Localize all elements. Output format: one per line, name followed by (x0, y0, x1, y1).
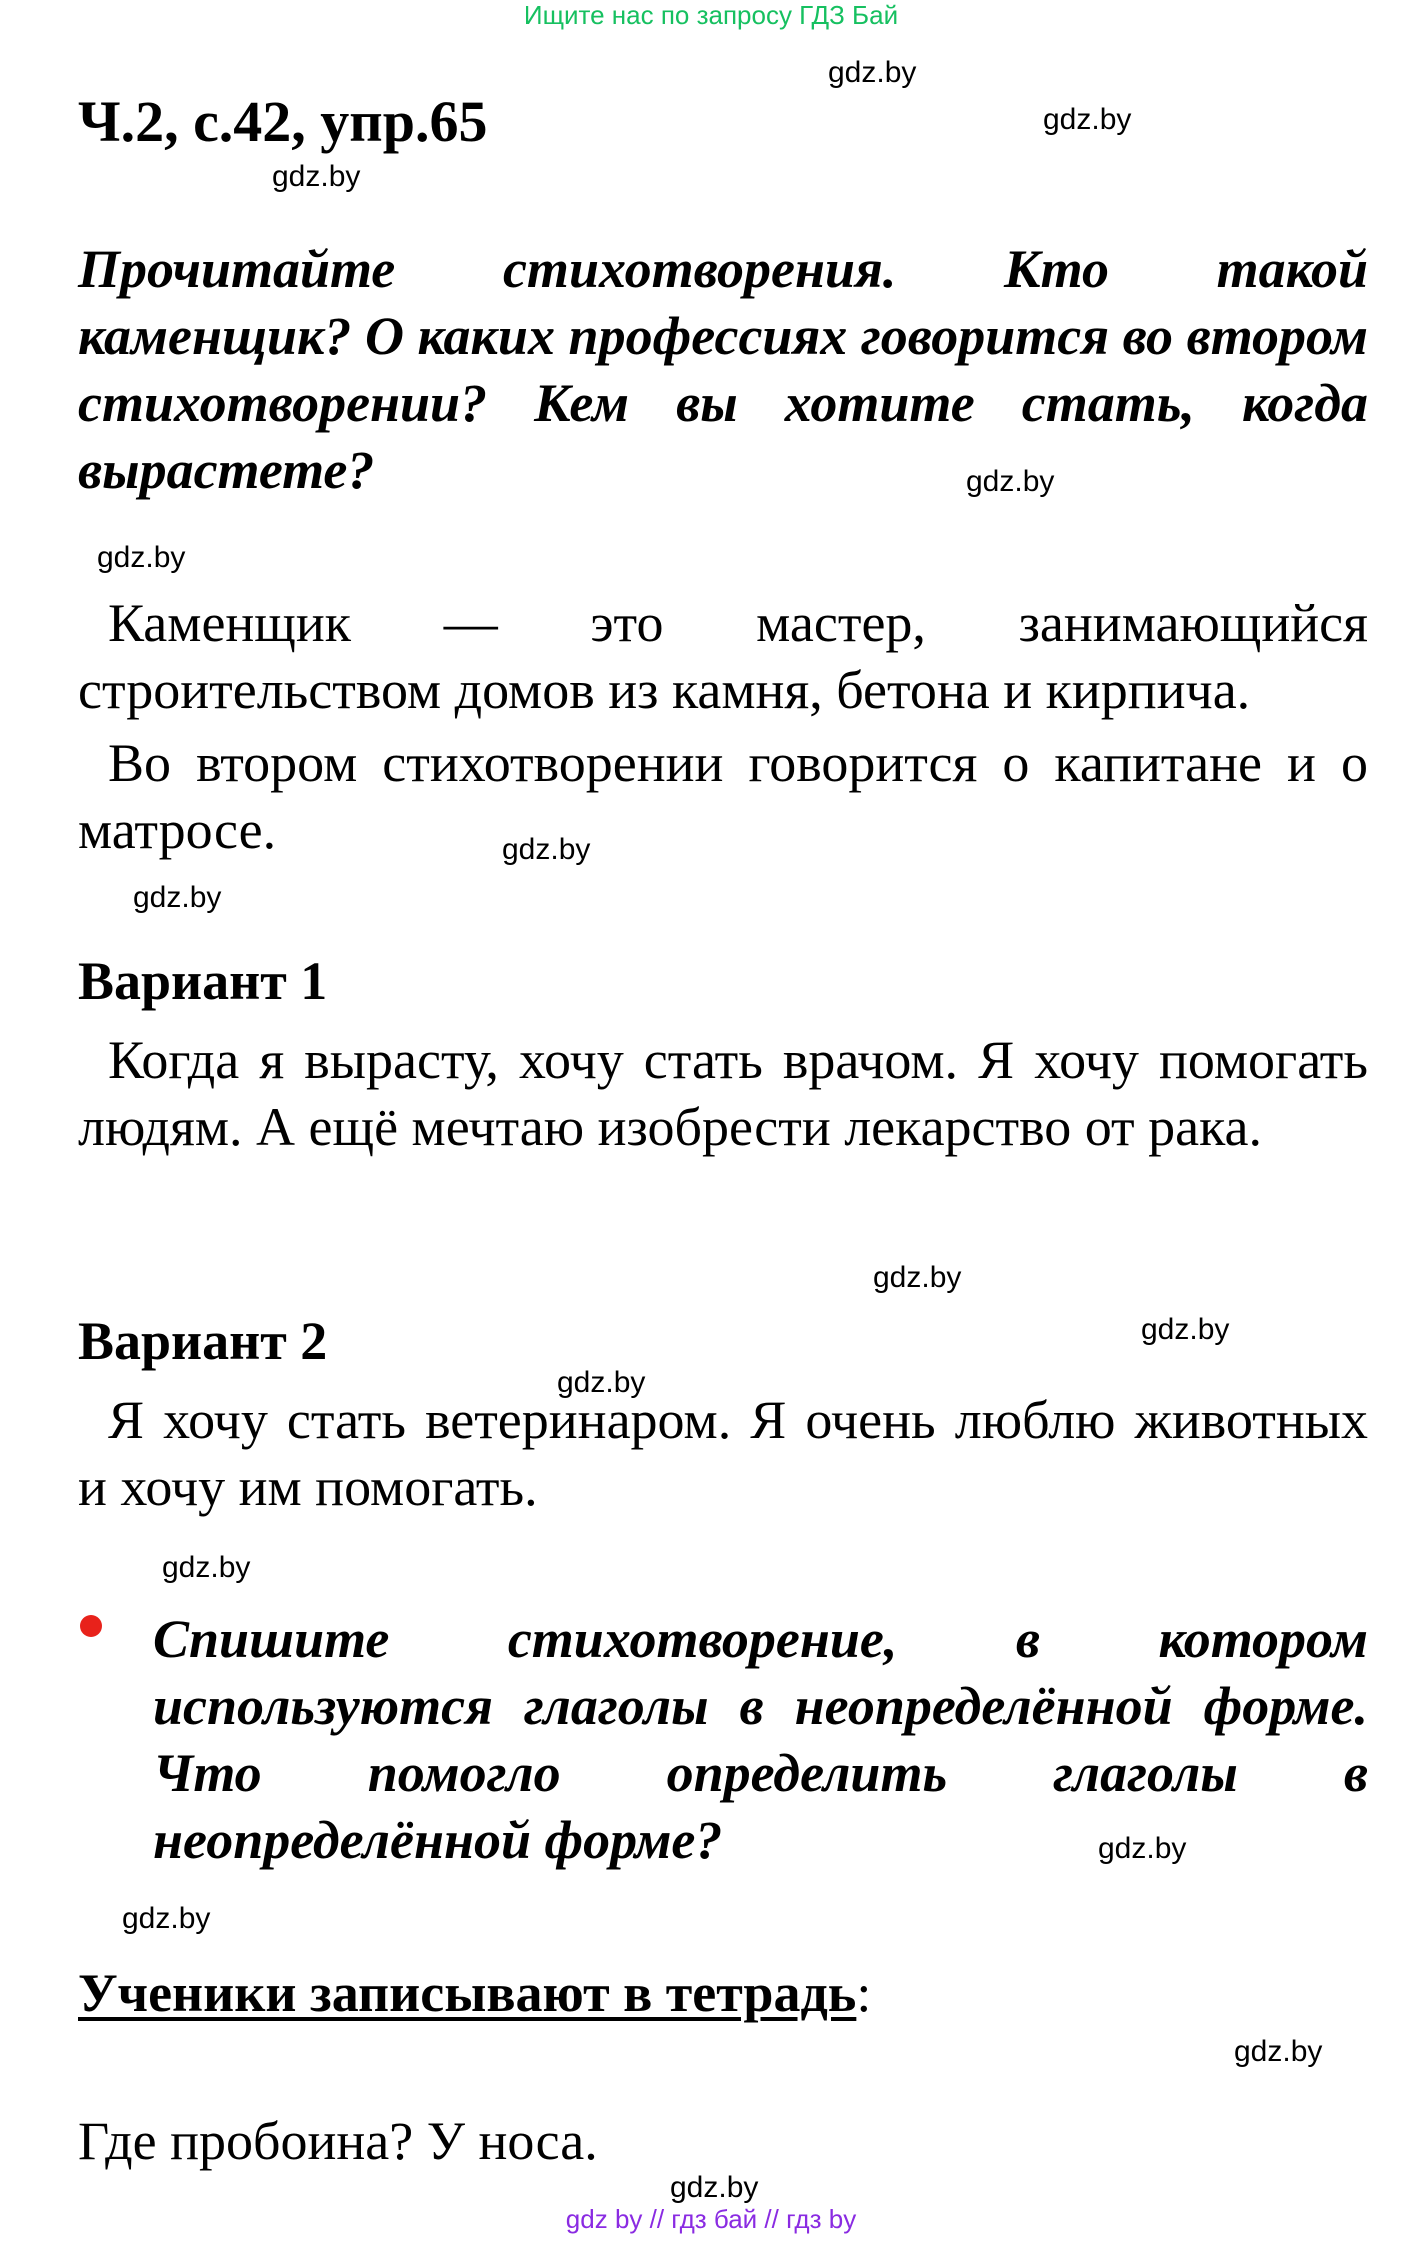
task-2-text: Спишите стихотворение, в котором используются глаголы в неопределённой форме. Что помогло определить глаголы в неопределённой форме? (153, 1609, 1368, 1870)
watermark: gdz.by (97, 541, 186, 574)
students-colon: : (856, 1963, 872, 2023)
answer-paragraph-2: Во втором стихотворении говорится о капитане и о матросе. (78, 733, 1368, 860)
page-title: Ч.2, с.42, упр.65 (78, 89, 488, 154)
variant-1-text: Когда я вырасту, хочу стать врачом. Я хочу помогать людям. А ещё мечтаю изобрести лекарство от рака. (78, 1030, 1368, 1157)
watermark: gdz.by (162, 1551, 251, 1584)
watermark: gdz.by (966, 465, 1055, 498)
top-banner: Ищите нас по запросу ГДЗ Бай (523, 0, 899, 30)
variant-2-heading: Вариант 2 (78, 1311, 328, 1371)
answer-paragraph-1: Каменщик — это мастер, занимающийся строительством домов из камня, бетона и кирпича. (78, 593, 1368, 720)
watermark: gdz.by (670, 2171, 759, 2204)
watermark: gdz.by (1234, 2035, 1323, 2068)
students-note (78, 1962, 871, 2024)
watermark: gdz.by (272, 160, 361, 193)
watermark: gdz.by (1141, 1313, 1230, 1346)
footer-watermark: gdz by // гдз бай // гдз by (565, 2204, 857, 2234)
watermark: gdz.by (1043, 103, 1132, 136)
variant-1-heading: Вариант 1 (78, 951, 328, 1011)
watermark: gdz.by (122, 1902, 211, 1935)
task-1-text: Прочитайте стихотворения. Кто такой каменщик? О каких профессиях говорится во втором стихотворении? Кем вы хотите стать, когда вырастете? (78, 239, 1368, 500)
watermark: gdz.by (828, 56, 917, 89)
watermark: gdz.by (133, 881, 222, 914)
bullet-icon (80, 1615, 102, 1637)
watermark: gdz.by (873, 1261, 962, 1294)
watermark: gdz.by (557, 1366, 646, 1399)
students-label: Ученики записывают в тетрадь (78, 1963, 857, 2023)
poem-line: Где пробоина? У носа. (78, 2111, 598, 2171)
variant-2-text: Я хочу стать ветеринаром. Я очень люблю животных и хочу им помогать. (78, 1390, 1368, 1517)
watermark: gdz.by (1098, 1832, 1187, 1865)
watermark: gdz.by (502, 833, 591, 866)
